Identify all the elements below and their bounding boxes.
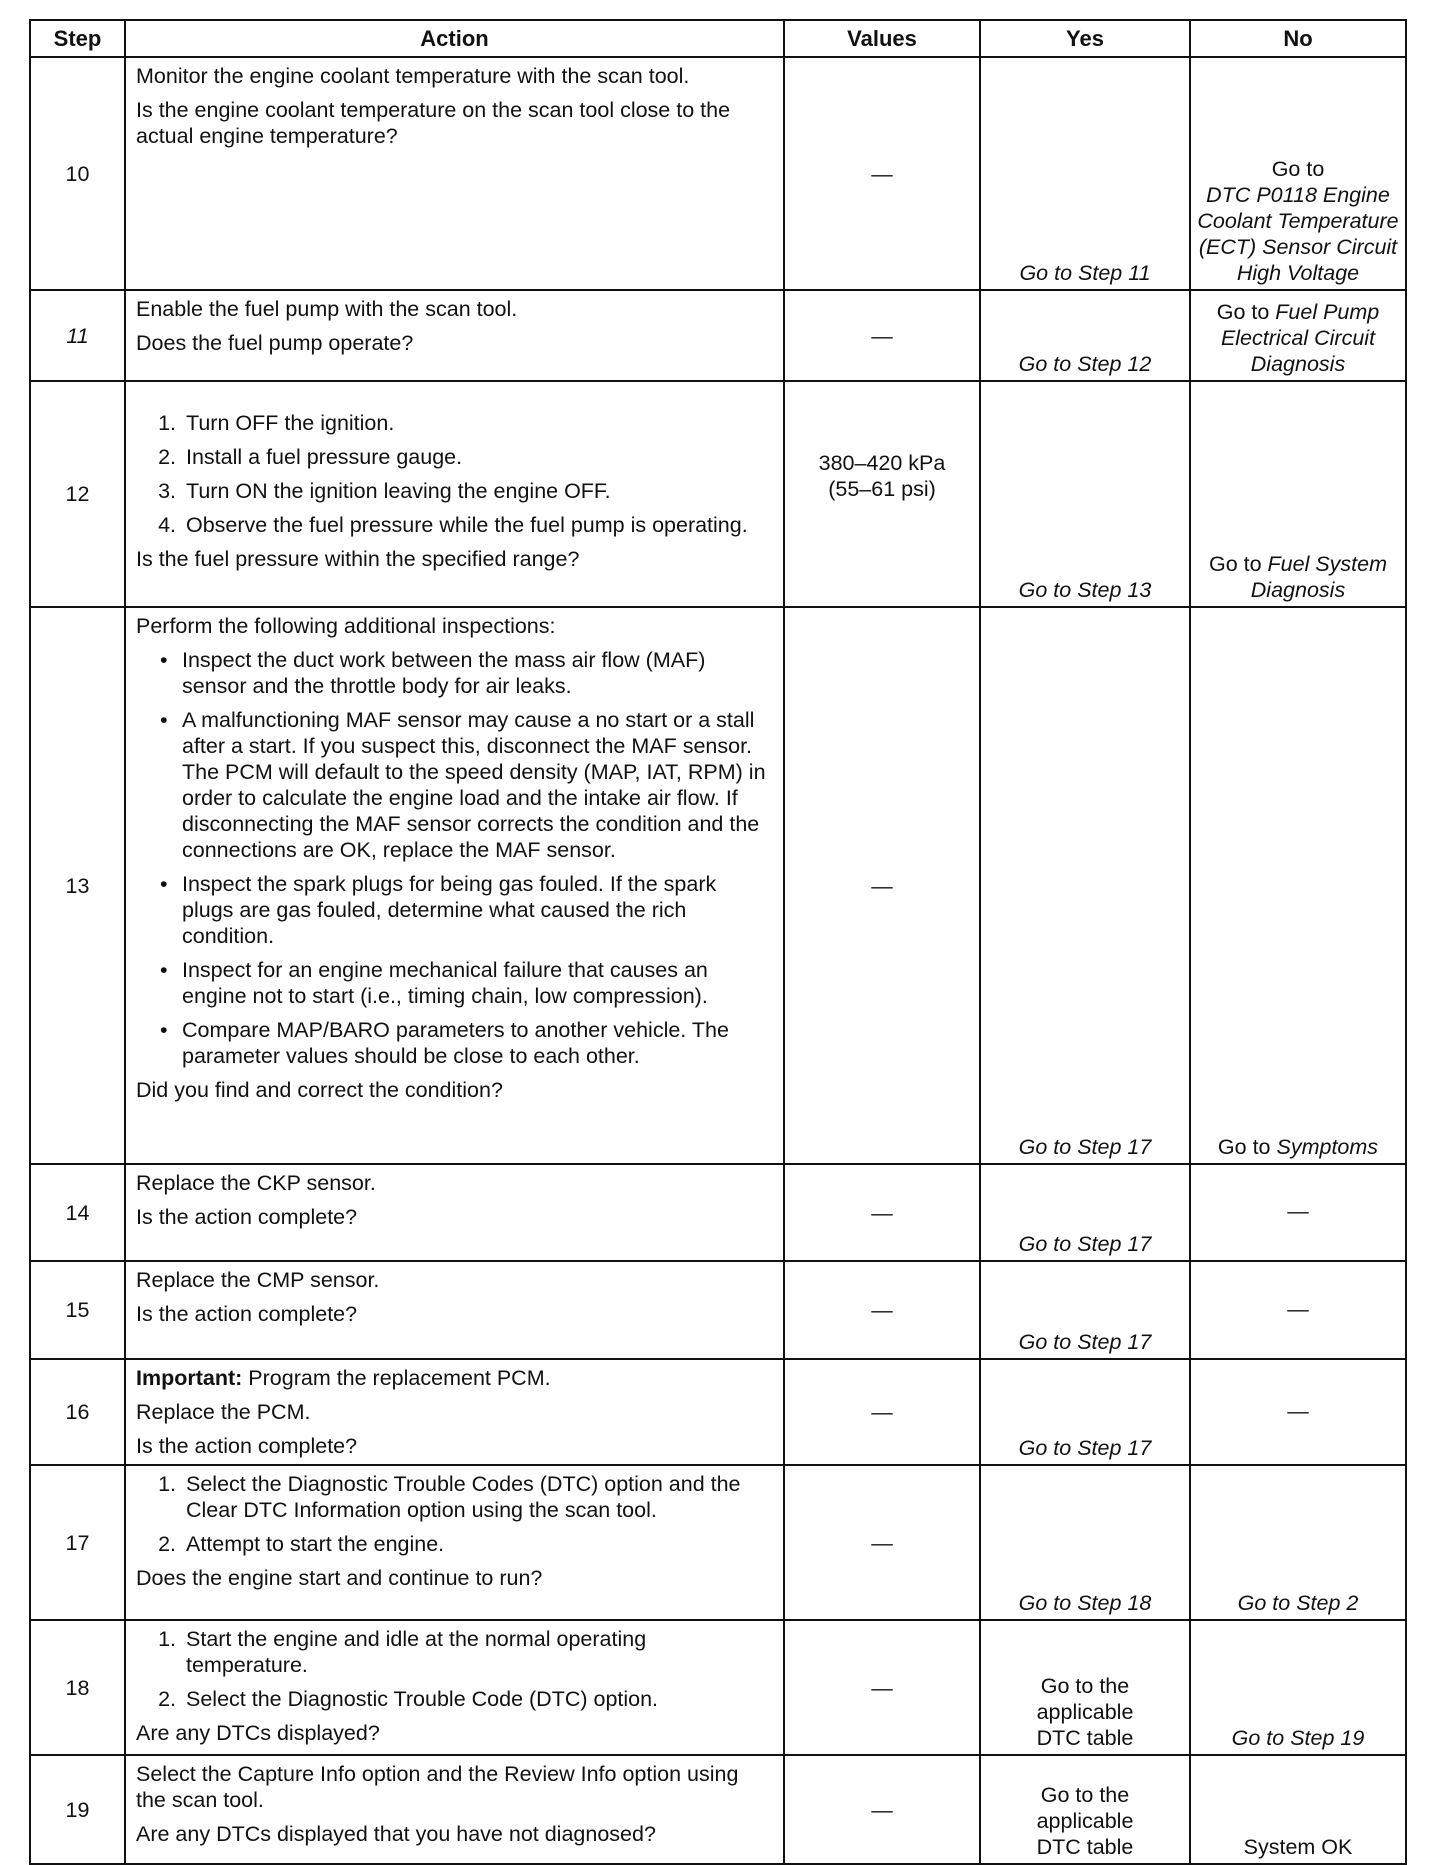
no-cell — [1190, 1620, 1406, 1755]
table-row — [30, 1261, 1406, 1359]
no-cell: — — [1190, 1359, 1406, 1465]
action-line: Is the action complete? — [136, 1434, 358, 1458]
action-line: Select the Capture Info option and the Review Info option using the scan tool. — [136, 1762, 739, 1812]
action-cell — [125, 1755, 784, 1864]
values-cell: — — [784, 1755, 980, 1864]
no-prefix: Go to — [1208, 552, 1262, 576]
no-cell — [1190, 57, 1406, 290]
yes-cell — [980, 607, 1190, 1164]
action-line: Replace the CMP sensor. — [136, 1268, 380, 1292]
no-link: Symptoms — [1276, 1135, 1379, 1159]
yes-cell — [980, 290, 1190, 381]
no-cell — [1190, 290, 1406, 381]
yes-link: Go to Step 17 — [1018, 1232, 1152, 1256]
table-row — [30, 290, 1406, 381]
inspection-item: • Inspect the spark plugs for being gas fouled. If the spark plugs are gas fouled, determine what caused the rich condition. — [182, 871, 773, 949]
step-number: 18 — [30, 1620, 125, 1755]
step-number: 16 — [30, 1359, 125, 1465]
inspection-item: • Compare MAP/BARO parameters to another vehicle. The parameter values should be close to each other. — [182, 1017, 773, 1069]
no-cell — [1190, 607, 1406, 1164]
no-prefix: Go to — [1217, 1135, 1271, 1159]
action-cell — [125, 290, 784, 381]
procedure-step: 2. Install a fuel pressure gauge. — [182, 444, 773, 470]
action-line: Is the action complete? — [136, 1205, 358, 1229]
procedure-step: 3. Turn ON the ignition leaving the engine OFF. — [182, 478, 773, 504]
no-cell: System OK — [1190, 1755, 1406, 1864]
important-label: Important: — [136, 1366, 243, 1390]
step-number: 14 — [30, 1164, 125, 1261]
action-line: Enable the fuel pump with the scan tool. — [136, 297, 518, 321]
action-cell — [125, 607, 784, 1164]
step-number: 19 — [30, 1755, 125, 1864]
inspection-item: • Inspect the duct work between the mass air flow (MAF) sensor and the throttle body for air leaks. — [182, 647, 773, 699]
no-link: DTC P0118 Engine Coolant Temperature (ECT) Sensor Circuit High Voltage — [1197, 183, 1399, 285]
action-cell — [125, 1164, 784, 1261]
values-cell: — — [784, 1359, 980, 1465]
inspection-list — [136, 647, 773, 1069]
no-link: Go to Step 2 — [1237, 1591, 1359, 1615]
header-step: Step — [30, 20, 125, 57]
procedure-list — [136, 1626, 773, 1712]
values-cell: — — [784, 57, 980, 290]
values-cell: — — [784, 290, 980, 381]
values-text: 380–420 kPa (55–61 psi) — [818, 451, 946, 501]
step-number: 10 — [30, 57, 125, 290]
yes-link: Go to Step 11 — [1019, 261, 1151, 285]
table-row — [30, 1164, 1406, 1261]
values-cell: — — [784, 1465, 980, 1620]
values-cell: — — [784, 607, 980, 1164]
action-cell — [125, 1620, 784, 1755]
yes-link: Go to Step 12 — [1018, 352, 1152, 376]
procedure-list — [136, 1471, 773, 1557]
no-cell: — — [1190, 1164, 1406, 1261]
values-cell: — — [784, 1261, 980, 1359]
yes-link: Go to Step 13 — [1018, 578, 1152, 602]
action-line: Replace the PCM. — [136, 1400, 311, 1424]
no-prefix: Go to — [1271, 157, 1325, 181]
table-row — [30, 381, 1406, 607]
action-question: Did you find and correct the condition? — [136, 1078, 503, 1102]
step-number: 11 — [30, 290, 125, 381]
important-note — [136, 1365, 773, 1391]
values-cell — [784, 381, 980, 607]
no-link: Go to Step 19 — [1231, 1726, 1365, 1750]
values-cell: — — [784, 1620, 980, 1755]
yes-cell — [980, 1261, 1190, 1359]
inspection-item: • Inspect for an engine mechanical failure that causes an engine not to start (i.e., timing chain, low compression). — [182, 957, 773, 1009]
table-row — [30, 1755, 1406, 1864]
action-line: Is the engine coolant temperature on the scan tool close to the actual engine temperature? — [136, 98, 731, 148]
action-cell — [125, 381, 784, 607]
no-cell: — — [1190, 1261, 1406, 1359]
action-question: Is the fuel pressure within the specified range? — [136, 547, 580, 571]
procedure-list — [136, 410, 773, 538]
yes-cell — [980, 1164, 1190, 1261]
action-line: Monitor the engine coolant temperature with the scan tool. — [136, 64, 690, 88]
action-cell — [125, 57, 784, 290]
inspection-item: • A malfunctioning MAF sensor may cause a no start or a stall after a start. If you suspect this, disconnect the MAF sensor. The PCM will default to the speed density (MAP, IAT, RPM) in order to calculate the engine load and the intake air flow. If disconnecting the MAF sensor corrects the condition and the connections are OK, replace the MAF sensor. — [182, 707, 773, 863]
diagnostic-table — [29, 19, 1407, 1865]
yes-cell — [980, 1465, 1190, 1620]
values-cell: — — [784, 1164, 980, 1261]
yes-cell — [980, 381, 1190, 607]
header-row — [30, 20, 1406, 57]
header-no: No — [1190, 20, 1406, 57]
action-line: Does the fuel pump operate? — [136, 331, 414, 355]
step-number: 15 — [30, 1261, 125, 1359]
procedure-step: 4. Observe the fuel pressure while the fuel pump is operating. — [182, 512, 773, 538]
action-question: Does the engine start and continue to run? — [136, 1566, 543, 1590]
table-row — [30, 1620, 1406, 1755]
action-intro: Perform the following additional inspections: — [136, 614, 556, 638]
action-line: Are any DTCs displayed that you have not diagnosed? — [136, 1822, 656, 1846]
step-number: 17 — [30, 1465, 125, 1620]
yes-cell — [980, 1755, 1190, 1864]
table-row — [30, 1359, 1406, 1465]
yes-cell — [980, 57, 1190, 290]
table-row — [30, 1465, 1406, 1620]
header-values: Values — [784, 20, 980, 57]
no-cell — [1190, 381, 1406, 607]
important-text: Program the replacement PCM. — [248, 1366, 551, 1390]
action-cell — [125, 1261, 784, 1359]
no-cell — [1190, 1465, 1406, 1620]
yes-link: Go to Step 17 — [1018, 1436, 1152, 1460]
header-yes: Yes — [980, 20, 1190, 57]
no-link: Fuel Pump Electrical Circuit Diagnosis — [1220, 300, 1380, 376]
yes-link: Go to Step 17 — [1018, 1330, 1152, 1354]
action-question: Are any DTCs displayed? — [136, 1721, 380, 1745]
yes-text: Go to the applicable DTC table — [1036, 1783, 1134, 1859]
action-cell — [125, 1359, 784, 1465]
table-row — [30, 607, 1406, 1164]
diagnostic-table-page — [29, 19, 1405, 1865]
table-row — [30, 57, 1406, 290]
no-link: Fuel System Diagnosis — [1250, 552, 1388, 602]
yes-text: Go to the applicable DTC table — [1036, 1674, 1134, 1750]
yes-link: Go to Step 17 — [1018, 1135, 1152, 1159]
action-line: Replace the CKP sensor. — [136, 1171, 376, 1195]
step-number: 13 — [30, 607, 125, 1164]
action-line: Is the action complete? — [136, 1302, 358, 1326]
header-action: Action — [125, 20, 784, 57]
yes-link: Go to Step 18 — [1018, 1591, 1152, 1615]
yes-cell — [980, 1359, 1190, 1465]
procedure-step: 1. Turn OFF the ignition. — [182, 410, 773, 436]
action-cell — [125, 1465, 784, 1620]
step-number: 12 — [30, 381, 125, 607]
no-prefix: Go to — [1216, 300, 1270, 324]
procedure-step: 1. Select the Diagnostic Trouble Codes (DTC) option and the Clear DTC Information option using the scan tool. — [182, 1471, 773, 1523]
procedure-step: 2. Select the Diagnostic Trouble Code (DTC) option. — [182, 1686, 773, 1712]
yes-cell — [980, 1620, 1190, 1755]
procedure-step: 1. Start the engine and idle at the normal operating temperature. — [182, 1626, 773, 1678]
procedure-step: 2. Attempt to start the engine. — [182, 1531, 773, 1557]
